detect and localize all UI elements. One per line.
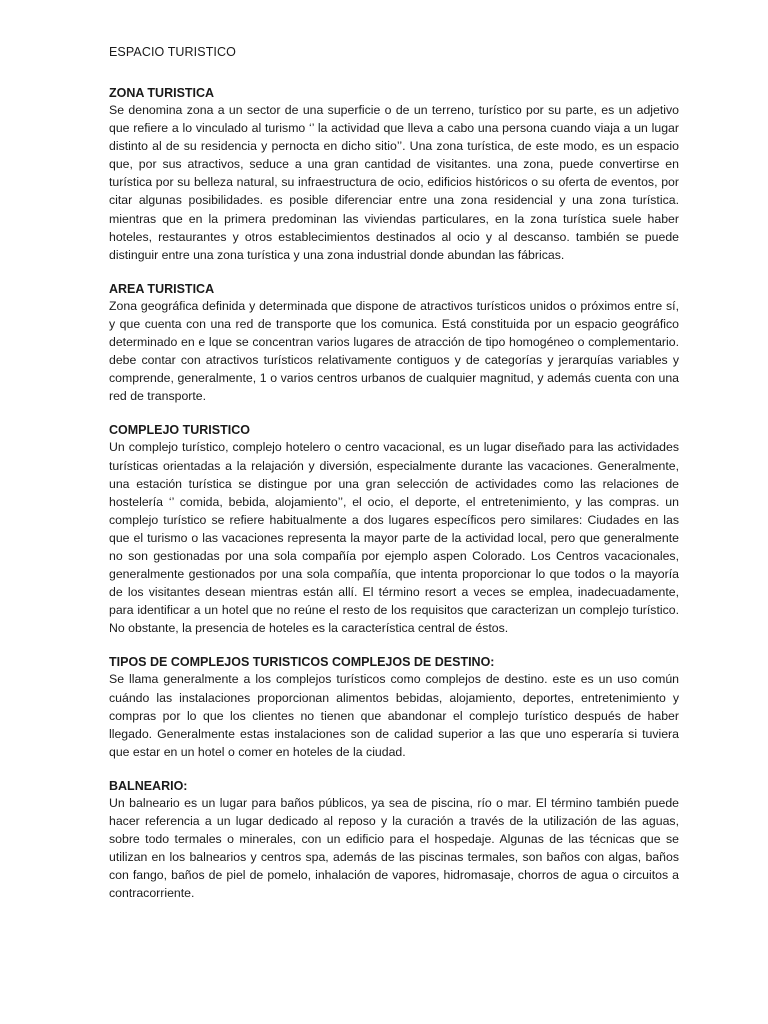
section-zona-turistica [109,85,679,264]
section-body: Se llama generalmente a los complejos turísticos como complejos de destino. este es un uso común cuándo las instalaciones proporcionan alimentos bebidas, alojamiento, deportes, entretenimiento y compras por lo que los clientes no tienen que abandonar el complejo turístico después de haber llegado. Generalmente estas instalaciones son de calidad superior a las que uno esperaría si tuviera que estar en un hotel o comer en hoteles de la ciudad. [109,672,679,759]
section-complejo-turistico [109,422,679,637]
section-tipos-complejos [109,654,679,760]
section-heading: ZONA TURISTICA [109,86,215,100]
section-area-turistica [109,281,679,406]
document-title: ESPACIO TURISTICO [109,45,236,59]
section-body: Se denomina zona a un sector de una superficie o de un terreno, turístico por su parte, es un adjetivo que refiere a lo vinculado al turismo ‘’ la actividad que lleva a cabo una persona cuando viaja a un lugar distinto al de su residencia y pernocta en dicho sitio’’. Una zona turística, de este modo, es un espacio que, por sus atractivos, seduce a una gran cantidad de visitantes. una zona, puede convertirse en turística por su belleza natural, su infraestructura de ocio, edificios históricos o su oferta de eventos, por citar algunas posibilidades. es posible diferenciar entre una zona residencial y una zona turística. mientras que en la primera predominan las viviendas particulares, en la zona turística suele haber hoteles, restaurantes y otros establecimientos destinados al ocio y al descanso. también se puede distinguir entre una zona turística y una zona industrial donde abundan las fábricas. [109,103,679,262]
section-heading: AREA TURISTICA [109,281,215,296]
section-body: Zona geográfica definida y determinada que dispone de atractivos turísticos unidos o próximos entre sí, y que cuenta con una red de transporte que los comunica. Está constituida por un espacio geográfico determinado en e lque se concentran varios lugares de atracción de tipo homogéneo o complementario. debe contar con atractivos turísticos relativamente contiguos y de categorías y jerarquías variables y comprende, generalmente, 1 o varios centros urbanos de cualquier magnitud, y además cuenta con una red de transporte. [109,298,679,404]
section-balneario [109,778,679,903]
section-heading: COMPLEJO TURISTICO [109,423,250,438]
section-heading: BALNEARIO: [109,778,188,793]
section-heading: TIPOS DE COMPLEJOS TURISTICOS COMPLEJOS DE DESTINO: [109,655,495,670]
section-body: Un balneario es un lugar para baños públicos, ya sea de piscina, río o mar. El término también puede hacer referencia a un lugar dedicado al reposo y la curación a través de la utilización de las aguas, sobre todo termales o minerales, con un edificio para el hospedaje. Algunas de las técnicas que se utilizan en los balnearios y centros spa, además de las piscinas termales, son baños con algas, baños con fango, baños de piel de pomelo, inhalación de vapores, hidromasaje, chorros de agua o circuitos a contracorriente. [109,795,679,901]
section-body: Un complejo turístico, complejo hotelero o centro vacacional, es un lugar diseñado para las actividades turísticas orientadas a la relajación y diversión, especialmente durante las vacaciones. Generalmente, una estación turística se distingue por una gran selección de actividades como las relaciones de hostelería ‘’ comida, bebida, alojamiento’’, el ocio, el deporte, el entretenimiento, y las compras. un complejo turístico se refiere habitualmente a dos lugares específicos pero similares: Ciudades en las que el turismo o las vacaciones representa la mayor parte de la actividad local, pero que generalmente no son gestionadas por una sola compañía por ejemplo aspen Colorado. Los Centros vacacionales, generalmente gestionados por una sola compañía, que intenta proporcionar lo que todos o la mayoría de los visitantes desean mientras están allí. El término resort a veces se emplea, inadecuadamente, para identificar a un hotel que no reúne el resto de los requisitos que caracterizan un complejo turístico. No obstante, la presencia de hoteles es la característica central de éstos. [109,440,679,636]
